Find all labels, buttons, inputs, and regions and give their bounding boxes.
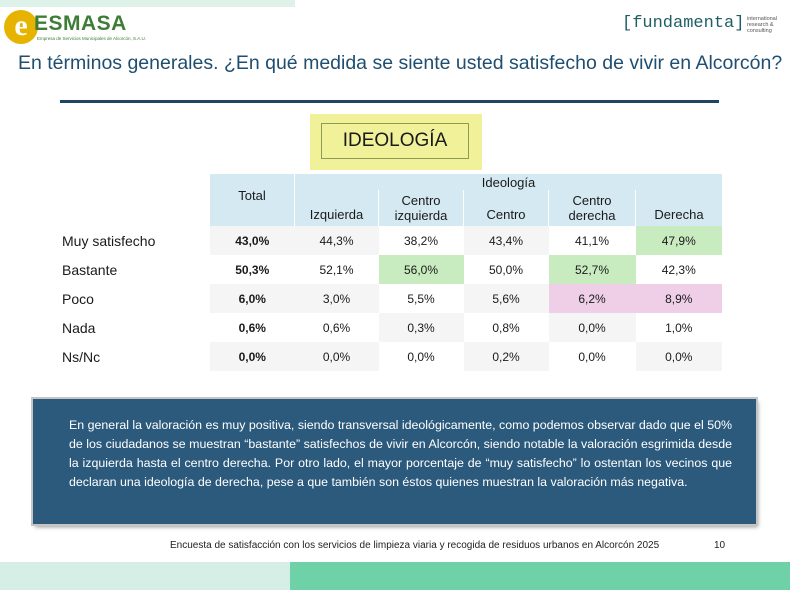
page-title: En términos generales. ¿En qué medida se siente usted satisfecho de vivir en Alcorcón? <box>18 52 783 74</box>
bottom-decor-band-right <box>290 562 790 590</box>
row-label: Ns/Nc <box>62 348 101 365</box>
table-row <box>62 255 722 284</box>
value-cell-highlight: 56,0% <box>379 255 464 284</box>
summary-note-text: En general la valoración es muy positiva, siendo transversal ideológicamente, como podemos observar dado que el 50% de los ciudadanos se muestran “bastante” satisfechos de vivir en Alcorcón, siendo notable la valoración esgrimida desde la izquierda hasta el centro derecha. Por otro lado, el mayor porcentaje de “muy satisfecho” lo ostentan los vecinos que declaran una ideología de derecha, pese a que también son éstos quienes muestran la valoración más negativa. <box>69 418 732 489</box>
table-row <box>62 284 722 313</box>
total-cell: 0,0% <box>210 342 295 371</box>
value-cell-highlight: 47,9% <box>636 226 723 255</box>
results-table <box>62 174 722 371</box>
fundamenta-logo <box>622 14 782 44</box>
top-decor-band <box>0 0 295 7</box>
fundamenta-logo-word: [fundamenta] <box>622 14 745 33</box>
total-cell: 6,0% <box>210 284 295 313</box>
column-header: Centro izquierda <box>379 190 464 226</box>
row-label: Nada <box>62 319 96 336</box>
ideology-badge <box>310 114 482 170</box>
value-cell-highlight: 8,9% <box>636 284 723 313</box>
fundamenta-logo-subtitle: international research & consulting <box>747 16 777 34</box>
value-cell: 41,1% <box>549 226 636 255</box>
row-label: Poco <box>62 290 94 307</box>
value-cell: 0,0% <box>549 313 636 342</box>
value-cell: 52,1% <box>295 255 379 284</box>
esmasa-logo-word: ESMASA <box>34 12 127 35</box>
ideology-badge-label: IDEOLOGÍA <box>321 123 469 159</box>
value-cell: 38,2% <box>379 226 464 255</box>
value-cell: 0,0% <box>295 342 379 371</box>
value-cell: 0,8% <box>464 313 549 342</box>
group-header: Ideología <box>295 174 723 190</box>
value-cell: 0,0% <box>379 342 464 371</box>
value-cell: 44,3% <box>295 226 379 255</box>
total-header: Total <box>210 174 295 226</box>
esmasa-logo-mark: e <box>4 10 38 44</box>
table-row <box>62 313 722 342</box>
summary-note-box <box>33 399 756 524</box>
value-cell: 0,6% <box>295 313 379 342</box>
value-cell: 5,5% <box>379 284 464 313</box>
column-header: Centro <box>464 190 549 226</box>
value-cell: 1,0% <box>636 313 723 342</box>
value-cell-highlight: 6,2% <box>549 284 636 313</box>
column-header: Derecha <box>636 190 723 226</box>
column-header: Izquierda <box>295 190 379 226</box>
value-cell: 42,3% <box>636 255 723 284</box>
page-number: 10 <box>714 540 726 551</box>
row-label: Muy satisfecho <box>62 232 156 249</box>
value-cell-highlight: 52,7% <box>549 255 636 284</box>
value-cell: 43,4% <box>464 226 549 255</box>
value-cell: 0,0% <box>636 342 723 371</box>
table-row <box>62 342 722 371</box>
value-cell: 3,0% <box>295 284 379 313</box>
bottom-decor-band-left <box>0 562 290 590</box>
table-row <box>62 226 722 255</box>
column-header: Centro derecha <box>549 190 636 226</box>
esmasa-logo-subtitle: Empresa de Servicios Municipales de Alcorcón, S.A.U. <box>37 36 147 41</box>
value-cell: 0,2% <box>464 342 549 371</box>
total-cell: 43,0% <box>210 226 295 255</box>
title-divider <box>60 100 719 103</box>
value-cell: 5,6% <box>464 284 549 313</box>
value-cell: 0,3% <box>379 313 464 342</box>
value-cell: 0,0% <box>549 342 636 371</box>
total-cell: 0,6% <box>210 313 295 342</box>
row-label: Bastante <box>62 261 118 278</box>
value-cell: 50,0% <box>464 255 549 284</box>
total-cell: 50,3% <box>210 255 295 284</box>
footer-text: Encuesta de satisfacción con los servicios de limpieza viaria y recogida de residuos urbanos en Alcorcón 2025 <box>170 540 660 551</box>
esmasa-logo <box>4 10 154 46</box>
